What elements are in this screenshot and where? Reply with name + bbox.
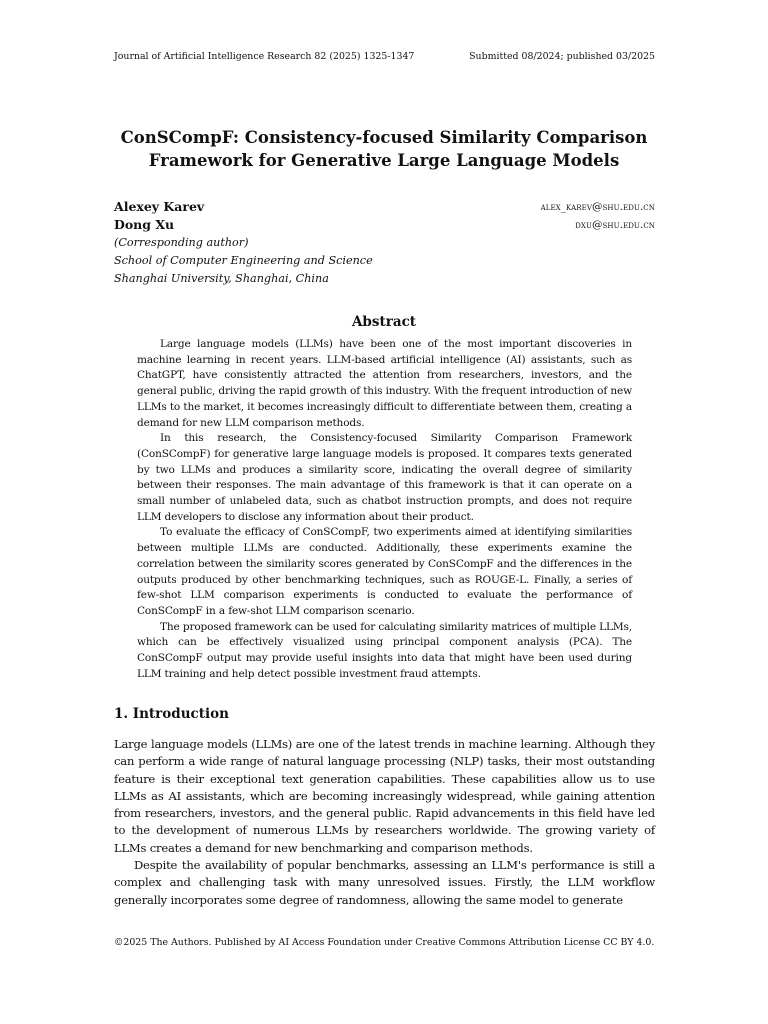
affiliation-university: Shanghai University, Shanghai, China — [114, 272, 329, 285]
author-name: Alexey Karev — [114, 199, 205, 214]
author-email: dxu@shu.edu.cn — [575, 219, 655, 231]
affiliation-school: School of Computer Engineering and Science — [114, 254, 373, 267]
body-paragraph: Large language models (LLMs) are one of the latest trends in machine learning. Although they can perform a wide range of natural language processing (NLP) tasks, their most outstanding feature is their exceptional text generation capabilities. These capabilities allow us to use LLMs as AI assistants, which are becoming increasingly widespread, while gaining attention from researchers, investors, and the general public. Rapid advancements in this field have led to the development of numerous LLMs by researchers worldwide. The growing variety of LLMs creates a demand for new benchmarking and comparison methods. — [114, 737, 655, 855]
abstract-paragraph: The proposed framework can be used for calculating similarity matrices of multiple LLMs, which can be effectively visualized using principal component analysis (PCA). The ConSCompF output may provide useful insights into data that might have been used during LLM training and help detect possible investment fraud attempts. — [137, 620, 632, 680]
author-name: Dong Xu — [114, 217, 175, 232]
abstract-heading: Abstract — [351, 314, 417, 330]
paper-title — [60, 126, 708, 172]
section-heading: 1. Introduction — [114, 706, 229, 722]
title-line-1: ConSCompF: Consistency-focused Similarity Comparison — [120, 128, 648, 147]
corresponding-note: (Corresponding author) — [114, 236, 249, 249]
author-row — [114, 198, 655, 216]
title-line-2: Framework for Generative Large Language Models — [148, 151, 620, 170]
author-row — [114, 216, 655, 234]
author-email: alex_karev@shu.edu.cn — [540, 201, 655, 213]
abstract-paragraph: To evaluate the efficacy of ConSCompF, two experiments aimed at identifying similarities between multiple LLMs are conducted. Additionally, these experiments examine the correlation between the similarity scores generated by ConSCompF and the differences in the outputs produced by other benchmarking techniques, such as ROUGE-L. Finally, a series of few-shot LLM comparison experiments is conducted to evaluate the performance of ConSCompF in a few-shot LLM comparison scenario. — [137, 526, 632, 617]
author-block — [114, 198, 655, 288]
abstract-body — [137, 337, 632, 682]
abstract-paragraph: Large language models (LLMs) have been one of the most important discoveries in machine learning in recent years. LLM-based artificial intelligence (AI) assistants, such as ChatGPT, have consistently attracted the attention from researchers, investors, and the general public, driving the rapid growth of this industry. With the frequent introduction of new LLMs to the market, it becomes increasingly difficult to differentiate between them, creating a demand for new LLM comparison methods. — [137, 338, 632, 429]
abstract-paragraph: In this research, the Consistency-focused Similarity Comparison Framework (ConSCompF) for generative large language models is proposed. It compares texts generated by two LLMs and produces a similarity score, indicating the overall degree of similarity between their responses. The main advantage of this framework is that it can operate on a small number of unlabeled data, such as chatbot instruction prompts, and does not require LLM developers to disclose any information about their product. — [137, 432, 632, 523]
introduction-body — [114, 736, 655, 909]
journal-citation: Journal of Artificial Intelligence Research 82 (2025) 1325-1347 — [114, 51, 415, 62]
license-footer: ©2025 The Authors. Published by AI Access Foundation under Creative Commons Attribution License CC BY 4.0. — [114, 937, 655, 948]
body-paragraph: Despite the availability of popular benchmarks, assessing an LLM's performance is still a complex and challenging task with many unresolved issues. Firstly, the LLM workflow generally incorporates some degree of randomness, allowing the same model to generate — [114, 858, 655, 907]
submission-dates: Submitted 08/2024; published 03/2025 — [469, 51, 655, 62]
running-header — [114, 51, 655, 62]
